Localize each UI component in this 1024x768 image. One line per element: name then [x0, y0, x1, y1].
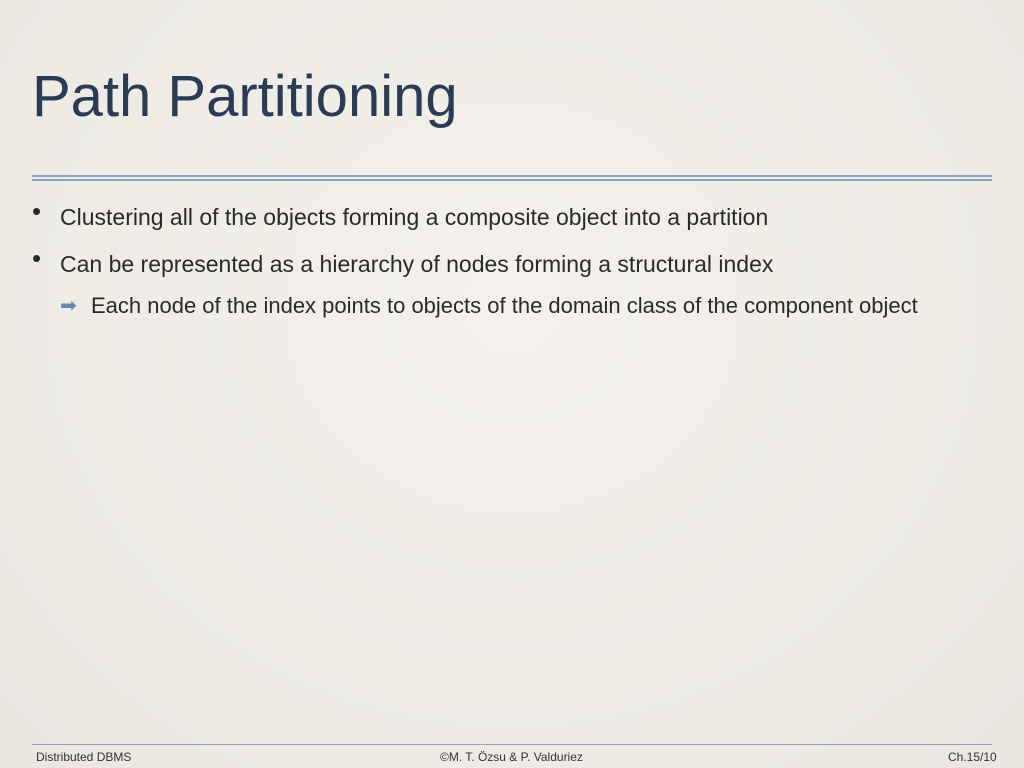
bullet-text: Can be represented as a hierarchy of nodes forming a structural index [60, 251, 774, 277]
slide-title: Path Partitioning [32, 64, 458, 129]
bullet-item [32, 198, 992, 245]
bullet-icon: • [32, 243, 42, 273]
bullet-text: Clustering all of the objects forming a composite object into a partition [60, 204, 769, 230]
footer-copyright: ©M. T. Özsu & P. Valduriez [440, 750, 583, 764]
footer-divider [32, 744, 992, 745]
title-divider-secondary [32, 179, 992, 181]
arrow-right-icon: ➡ [60, 295, 77, 317]
footer-course-name: Distributed DBMS [36, 750, 132, 764]
bullet-item [32, 245, 992, 292]
sub-bullet-text: Each node of the index points to objects of the domain class of the component object [91, 293, 918, 318]
bullet-list [32, 198, 992, 322]
footer-page-number: Ch.15/10 [948, 750, 997, 764]
bullet-icon: • [32, 196, 42, 226]
title-divider [32, 175, 992, 177]
sub-bullet-item [60, 290, 1001, 322]
